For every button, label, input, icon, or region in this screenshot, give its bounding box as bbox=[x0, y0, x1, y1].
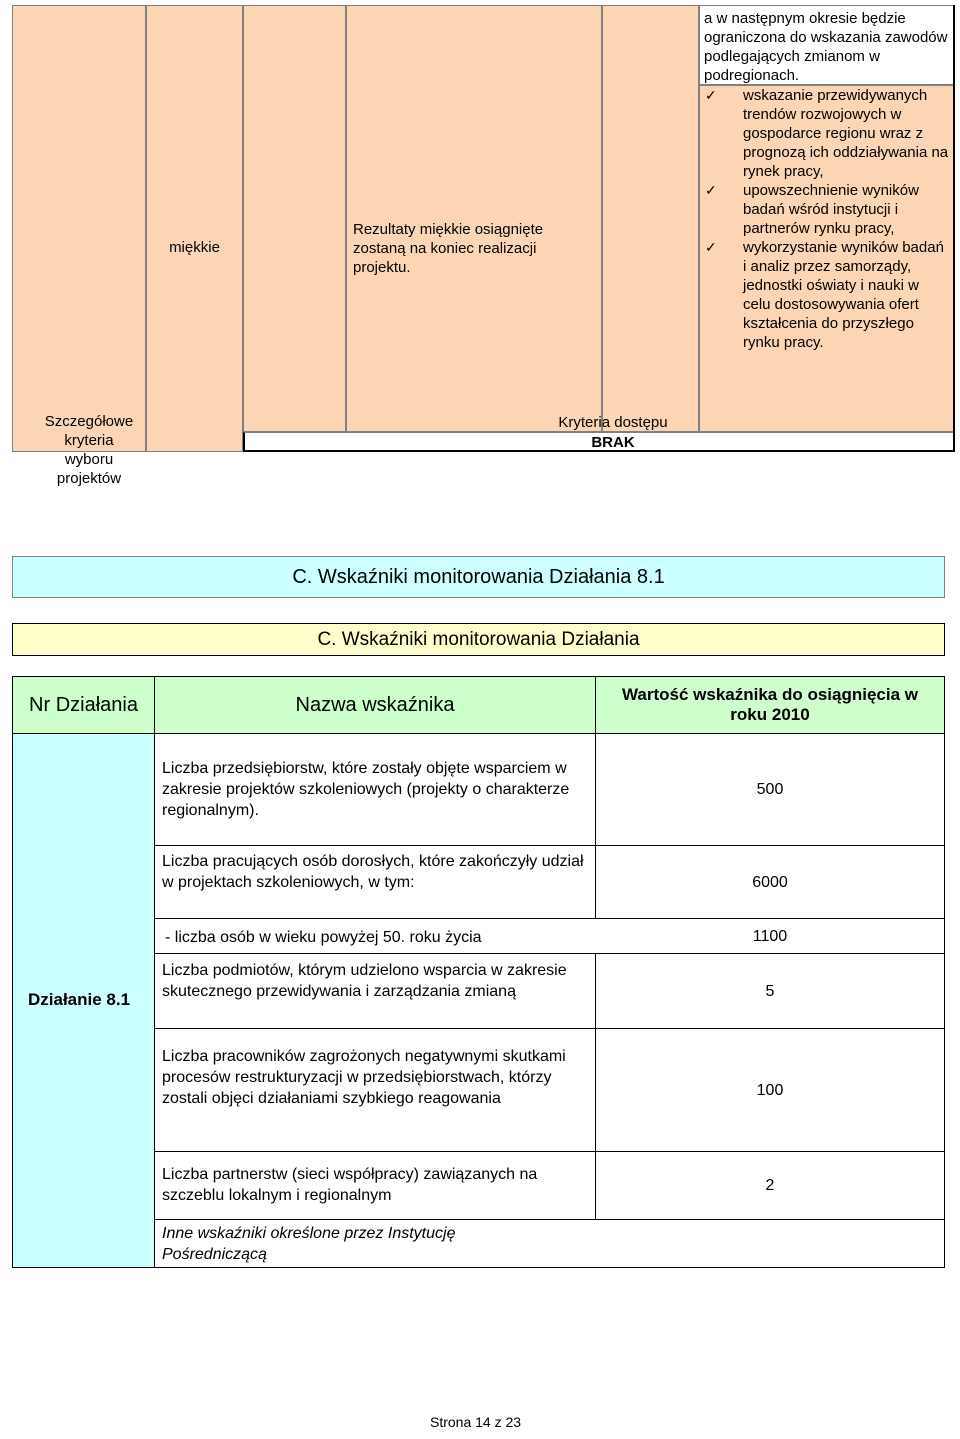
table-row-name: Liczba partnerstw (sieci współpracy) zawiązanych na szczeblu lokalnym i regionalnym bbox=[154, 1151, 596, 1220]
page-number: Strona 14 z 23 bbox=[430, 1414, 522, 1430]
table-row-value: 5 bbox=[595, 953, 945, 1029]
table-row-value: 100 bbox=[595, 1028, 945, 1152]
soft-results-text: Rezultaty miękkie osiągnięte zostaną na koniec realizacji projektu. bbox=[353, 221, 544, 276]
table-row-value: 500 bbox=[595, 733, 945, 846]
check-icon: ✓ bbox=[705, 87, 717, 103]
table-row-name: Liczba pracujących osób dorosłych, które zakończyły udział w projektach szkoleniowych, w tym: bbox=[154, 845, 596, 919]
header-action-no: Nr Działania bbox=[12, 676, 155, 734]
criteria-label: Szczegółowe kryteria wyboru projektów bbox=[44, 413, 134, 487]
list-item: ✓ wykorzystanie wyników badań i analiz przez samorządy, jednostki oświaty i nauki w celu dostosowywania ofert kształcenia do przyszłego rynku pracy. bbox=[705, 239, 944, 351]
header-indicator-name: Nazwa wskaźnika bbox=[154, 676, 596, 734]
criteria-label-cell bbox=[12, 5, 146, 452]
list-item: ✓ upowszechnienie wyników badań wśród instytucji i partnerów rynku pracy, bbox=[705, 182, 919, 237]
soft-label: miękkie bbox=[169, 239, 220, 256]
table-row-name: Liczba pracowników zagrożonych negatywnymi skutkami procesów restrukturyzacji w przedsiębiorstwach, którzy zostali objęci działaniami szybkiego reagowania bbox=[154, 1028, 596, 1152]
action-label: Działanie 8.1 bbox=[28, 990, 131, 1009]
right-bullet-list bbox=[701, 86, 949, 352]
check-icon: ✓ bbox=[705, 182, 717, 198]
access-criteria-label: Kryteria dostępu bbox=[558, 414, 668, 431]
table-subrow-value: 1100 bbox=[752, 928, 788, 945]
check-icon: ✓ bbox=[705, 239, 717, 255]
table-row-name: Liczba przedsiębiorstw, które zostały objęte wsparciem w zakresie projektów szkoleniowych (projekty o charakterze regionalnym). bbox=[154, 733, 596, 846]
empty-cell-3 bbox=[243, 5, 346, 432]
right-intro-text: a w następnym okresie będzie ograniczona do wskazania zawodów podlegających zmianom w podregionach. bbox=[704, 10, 948, 84]
soft-results-cell bbox=[346, 5, 602, 432]
soft-label-cell bbox=[146, 5, 243, 452]
empty-cell-5 bbox=[602, 5, 699, 432]
table-title: C. Wskaźniki monitorowania Działania bbox=[12, 623, 945, 656]
access-value: BRAK bbox=[591, 434, 635, 451]
table-row-name: Liczba podmiotów, którym udzielono wsparcia w zakresie skutecznego przewidywania i zarządzania zmianą bbox=[154, 953, 596, 1029]
table-row-name: Inne wskaźniki określone przez Instytucję Pośredniczącą bbox=[154, 1219, 945, 1268]
table-row-value: 6000 bbox=[595, 845, 945, 919]
section-heading: C. Wskaźniki monitorowania Działania 8.1 bbox=[12, 556, 945, 598]
table-subrow: - liczba osób w wieku powyżej 50. roku życia bbox=[154, 918, 945, 954]
header-target-value: Wartość wskaźnika do osiągnięcia w roku 2010 bbox=[595, 676, 945, 734]
table-row-value: 2 bbox=[595, 1151, 945, 1220]
upper-right-border bbox=[953, 5, 955, 452]
list-item: ✓ wskazanie przewidywanych trendów rozwojowych w gospodarce regionu wraz z prognozą ich oddziaływania na rynek pracy, bbox=[705, 87, 949, 180]
